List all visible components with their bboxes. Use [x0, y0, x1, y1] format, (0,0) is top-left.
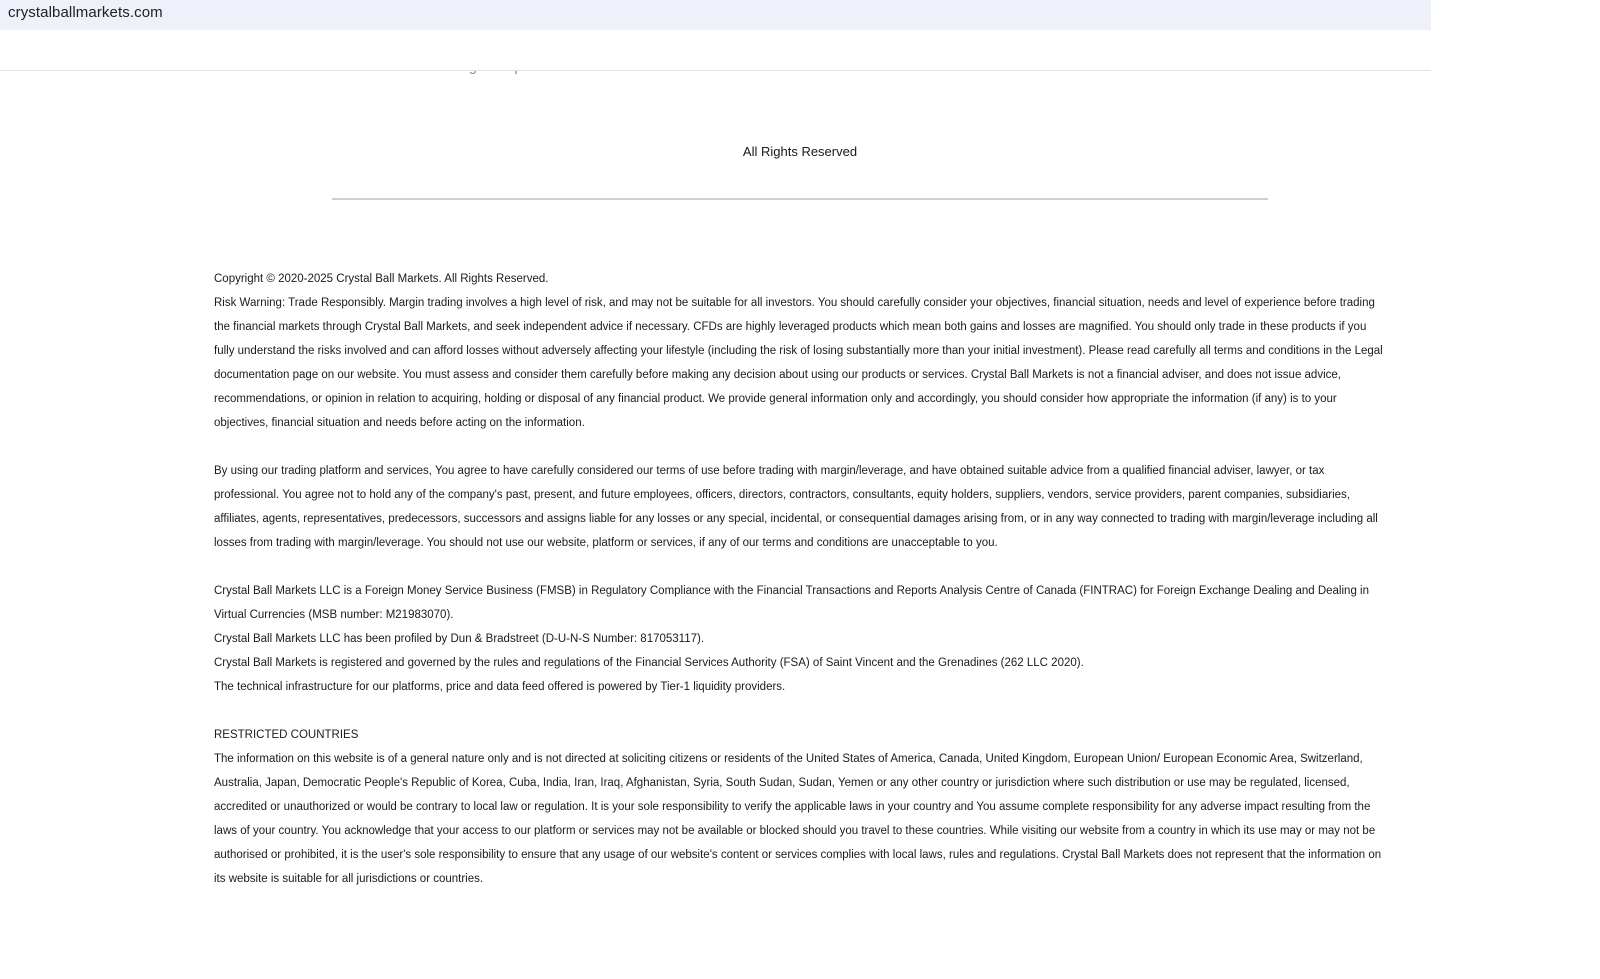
dnb-text: Crystal Ball Markets LLC has been profiled by Dun & Bradstreet (D-U-N-S Number: 817053117). — [214, 633, 705, 645]
all-rights-reserved: All Rights Reserved — [742, 144, 858, 159]
restricted-countries-heading: RESTRICTED COUNTRIES — [214, 729, 359, 741]
fsa-text: Crystal Ball Markets is registered and governed by the rules and regulations of the Financial Services Authority (FSA) of Saint Vincent and the Grenadines (262 LLC 2020). — [214, 657, 1084, 669]
infrastructure-text: The technical infrastructure for our platforms, price and data feed offered is powered by Tier-1 liquidity providers. — [214, 681, 786, 693]
copyright-text: Copyright © 2020-2025 Crystal Ball Markets. All Rights Reserved. — [214, 273, 549, 285]
browser-address-bar[interactable] — [0, 0, 1431, 30]
footer-divider — [332, 198, 1268, 200]
fmsb-text: Crystal Ball Markets LLC is a Foreign Money Service Business (FMSB) in Regulatory Compliance with the Financial Transactions and Reports Analysis Centre of Canada (FINTRAC) for Foreign Exchange Dealing and Dealing in Virtual Currencies (MSB number: M21983070). — [214, 585, 1369, 621]
restricted-countries-text: The information on this website is of a general nature only and is not directed at soliciting citizens or residents of the United States of America, Canada, United Kingdom, European Union/ European Economic Area, Switzerland, Australia, Japan, Democratic People's Republic of Korea, Cuba, India, Iran, Iraq, Afghanistan, Syria, South Sudan, Sudan, Yemen or any other country or jurisdiction where such distribution or use may be regulated, licensed, accredited or unauthorized or would be contrary to local law or regulation. It is your sole responsibility to verify the applicable laws in your country and You assume complete responsibility for any adverse impact resulting from the laws of your country. You acknowledge that your access to our platform or services may not be available or blocked should you travel to these countries. While visiting our website from a country in which its use may or may not be authorised or prohibited, it is the user's sole responsibility to ensure that any usage of our website's content or services complies with local laws, rules and regulations. Crystal Ball Markets does not represent that the information on its website is suitable for all jurisdictions or countries. — [214, 753, 1382, 885]
risk-warning-text: Risk Warning: Trade Responsibly. Margin trading involves a high level of risk, and may not be suitable for all investors. You should carefully consider your objectives, financial situation, needs and level of experience before trading the financial markets through Crystal Ball Markets, and seek independent advice if necessary. CFDs are highly leveraged products which mean both gains and losses are magnified. You should only trade in these products if you fully understand the risks involved and can afford losses without adversely affecting your lifestyle (including the risk of losing substantially more than your initial investment). Please read carefully all terms and conditions in the Legal documentation page on our website. You must assess and consider them carefully before making any decision about using our products or services. Crystal Ball Markets is not a financial adviser, and does not issue advice, recommendations, or opinion in relation to acquiring, holding or disposal of any financial product. We provide general information only and accordingly, you should consider how appropriate the information (if any) is to your objectives, financial situation and needs before acting on the information. — [214, 297, 1383, 429]
paragraph-gap — [214, 699, 1386, 723]
paragraph-gap — [214, 435, 1386, 459]
legal-disclaimer — [214, 267, 1386, 891]
site-header — [0, 30, 1431, 71]
terms-text: By using our trading platform and services, You agree to have carefully considered our terms of use before trading with margin/leverage, and have obtained suitable advice from a qualified financial adviser, lawyer, or tax professional. You agree not to hold any of the company's past, present, and future employees, officers, directors, contractors, consultants, equity holders, suppliers, vendors, service providers, parent companies, subsidiaries, affiliates, agents, representatives, predecessors, successors and assigns liable for any losses or any special, incidental, or consequential damages arising from, or in any way connected to trading with margin/leverage including all losses from trading with margin/leverage. You should not use our website, platform or services, if any of our terms and conditions are unacceptable to you. — [214, 465, 1378, 549]
paragraph-gap — [214, 555, 1386, 579]
url-text[interactable]: crystalballmarkets.com — [8, 4, 163, 21]
page-content — [0, 71, 1431, 979]
